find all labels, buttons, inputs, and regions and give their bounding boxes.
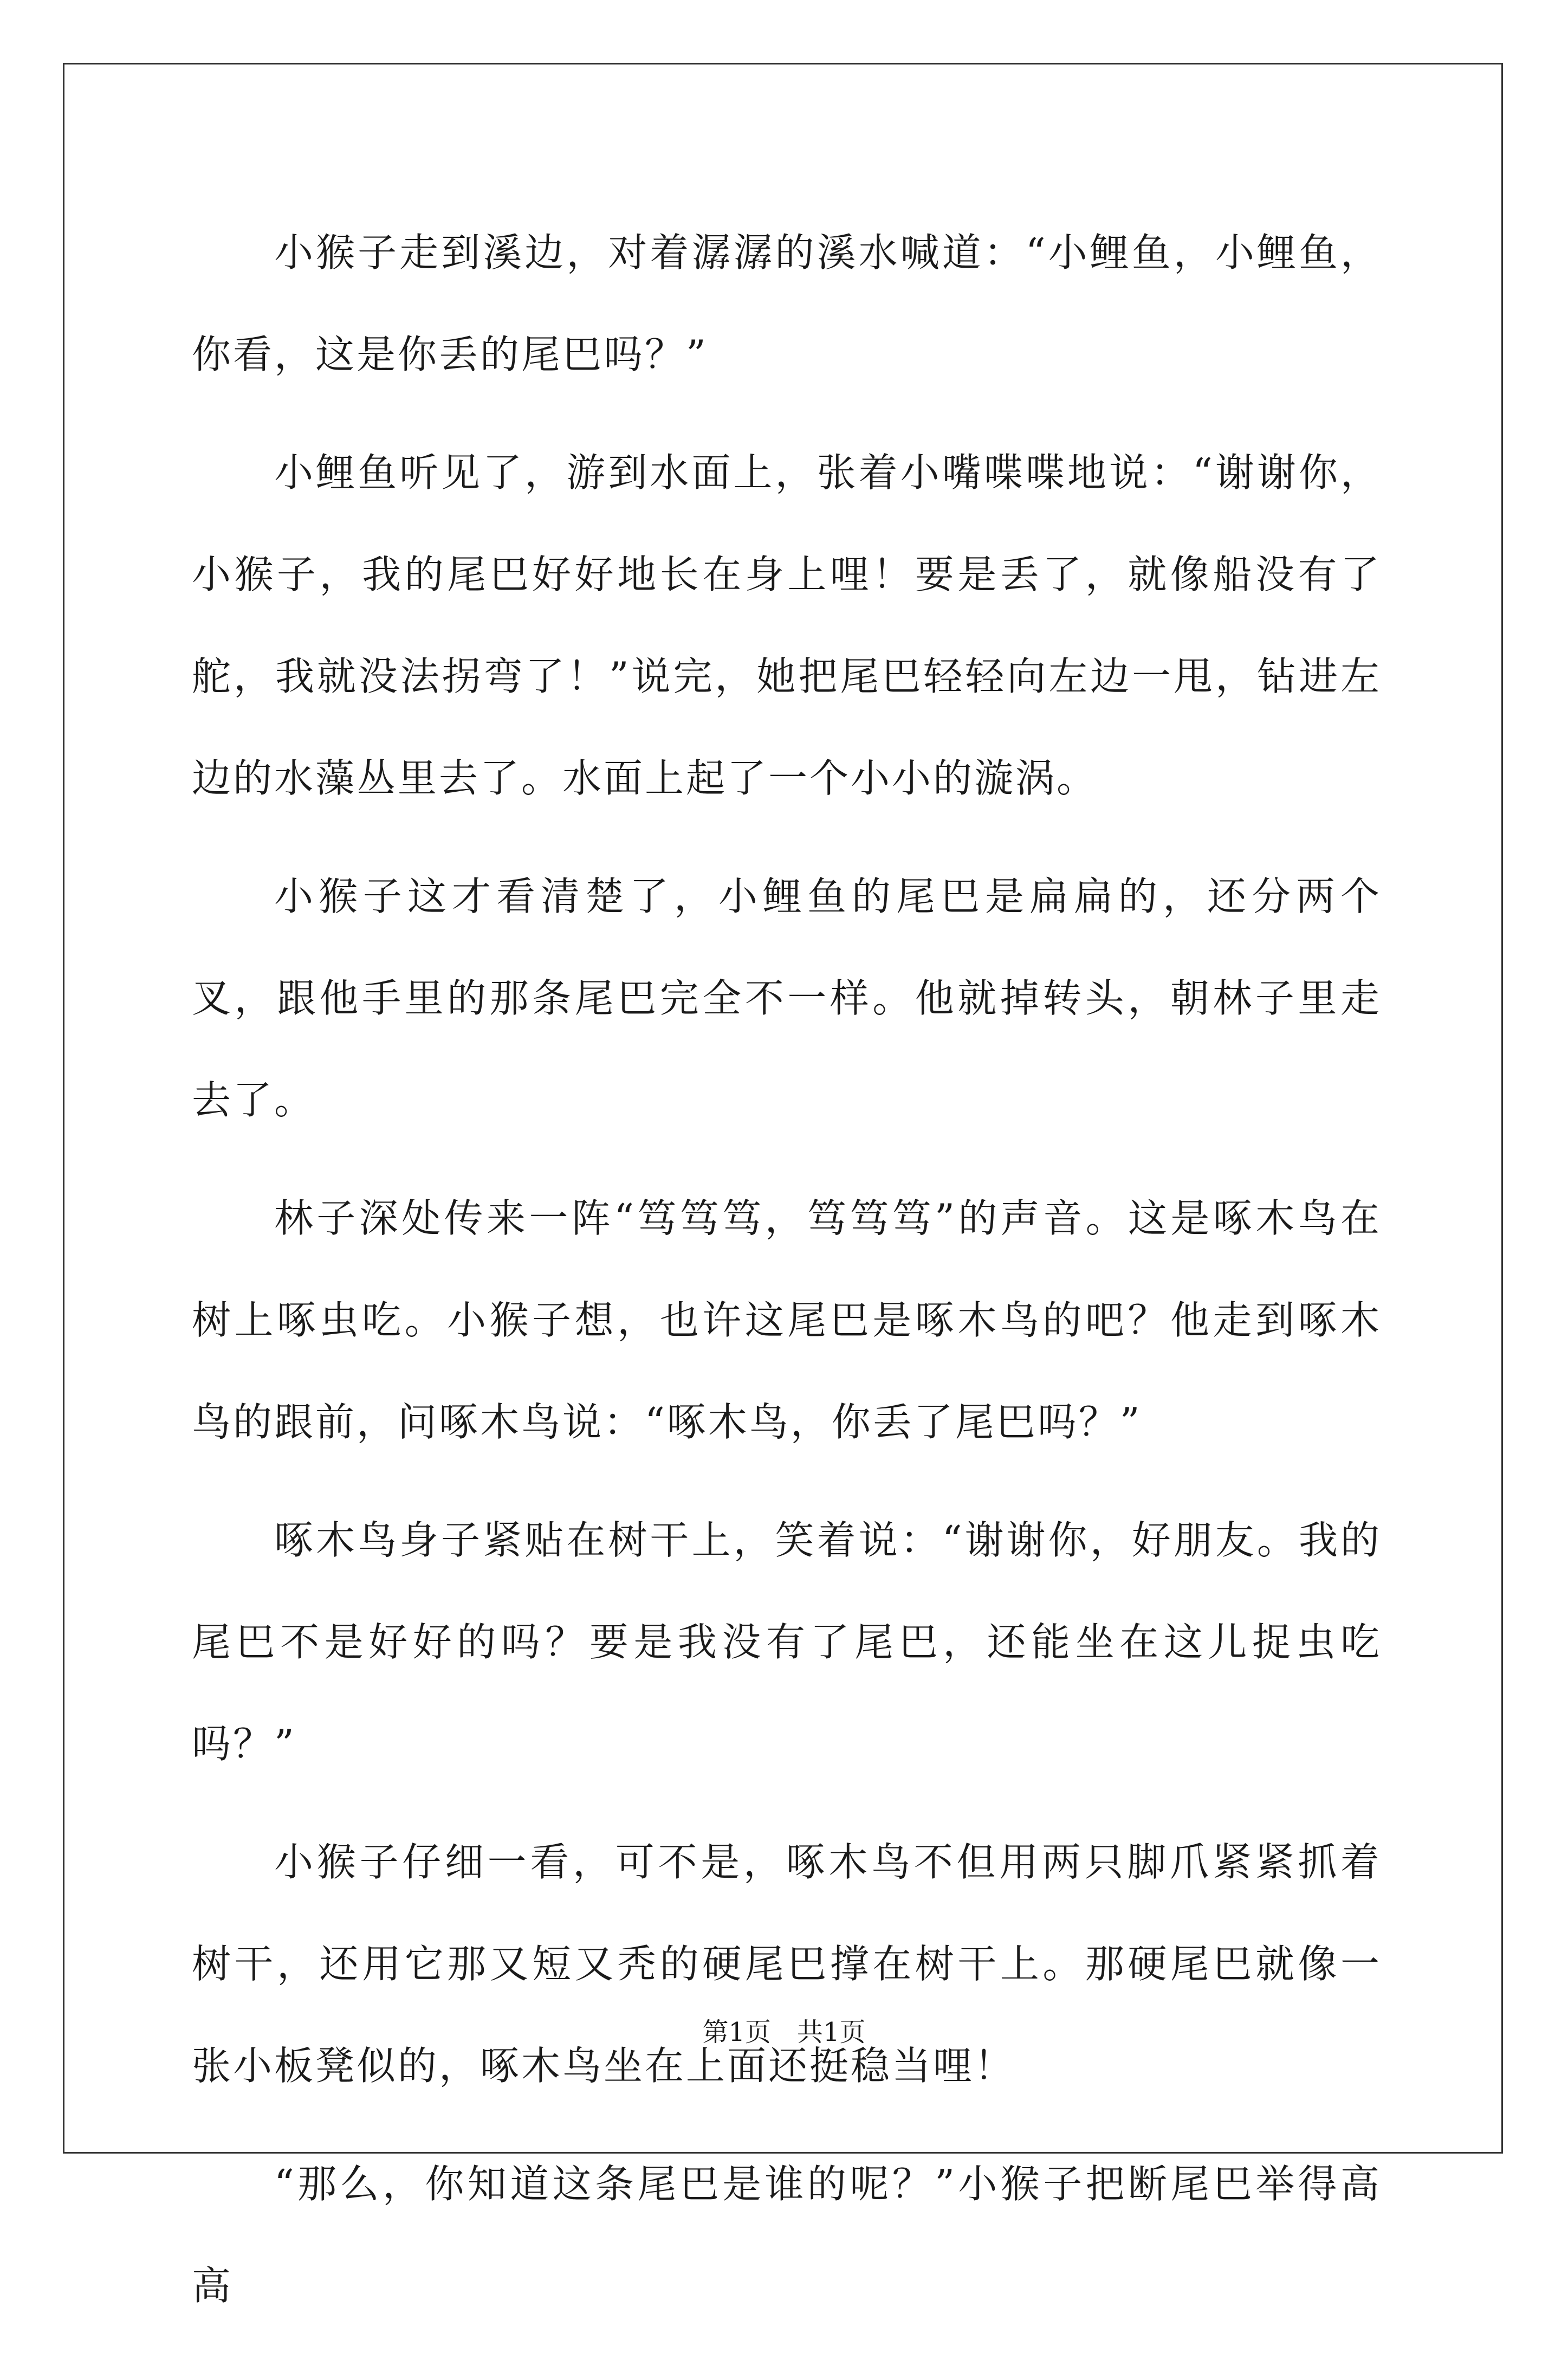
paragraph: “那么，你知道这条尾巴是谁的呢？”小猴子把断尾巴举得高高 [192,2161,1382,2309]
paragraph: 林子深处传来一阵“笃笃笃，笃笃笃”的声音。这是啄木鸟在树上啄虫吃。小猴子想，也许这尾巴是啄木鸟的吧？他走到啄木鸟的跟前，问啄木鸟说：“啄木鸟，你丢了尾巴吗？” [192,1195,1382,1445]
paragraph: 小鲤鱼听见了，游到水面上，张着小嘴喋喋地说：“谢谢你，小猴子，我的尾巴好好地长在身上哩！要是丢了，就像船没有了舵，我就没法拐弯了！”说完，她把尾巴轻轻向左边一甩，钻进左边的水藻丛里去了。水面上起了一个小小的漩涡。 [192,450,1382,801]
paragraph: 啄木鸟身子紧贴在树干上，笑着说：“谢谢你，好朋友。我的尾巴不是好好的吗？要是我没有了尾巴，还能坐在这儿捉虫吃吗？” [192,1517,1382,1767]
paragraph: 小猴子这才看清楚了，小鲤鱼的尾巴是扁扁的，还分两个叉，跟他手里的那条尾巴完全不一样。他就掉转头，朝林子里走去了。 [192,874,1382,1123]
paragraph: 小猴子仔细一看，可不是，啄木鸟不但用两只脚爪紧紧抓着树干，还用它那又短又秃的硬尾巴撑在树干上。那硬尾巴就像一张小板凳似的，啄木鸟坐在上面还挺稳当哩！ [192,1839,1382,2089]
paragraph: 小猴子走到溪边，对着潺潺的溪水喊道：“小鲤鱼，小鲤鱼，你看，这是你丢的尾巴吗？” [192,230,1382,377]
page-number: 第1页 共1页 [702,2017,866,2047]
